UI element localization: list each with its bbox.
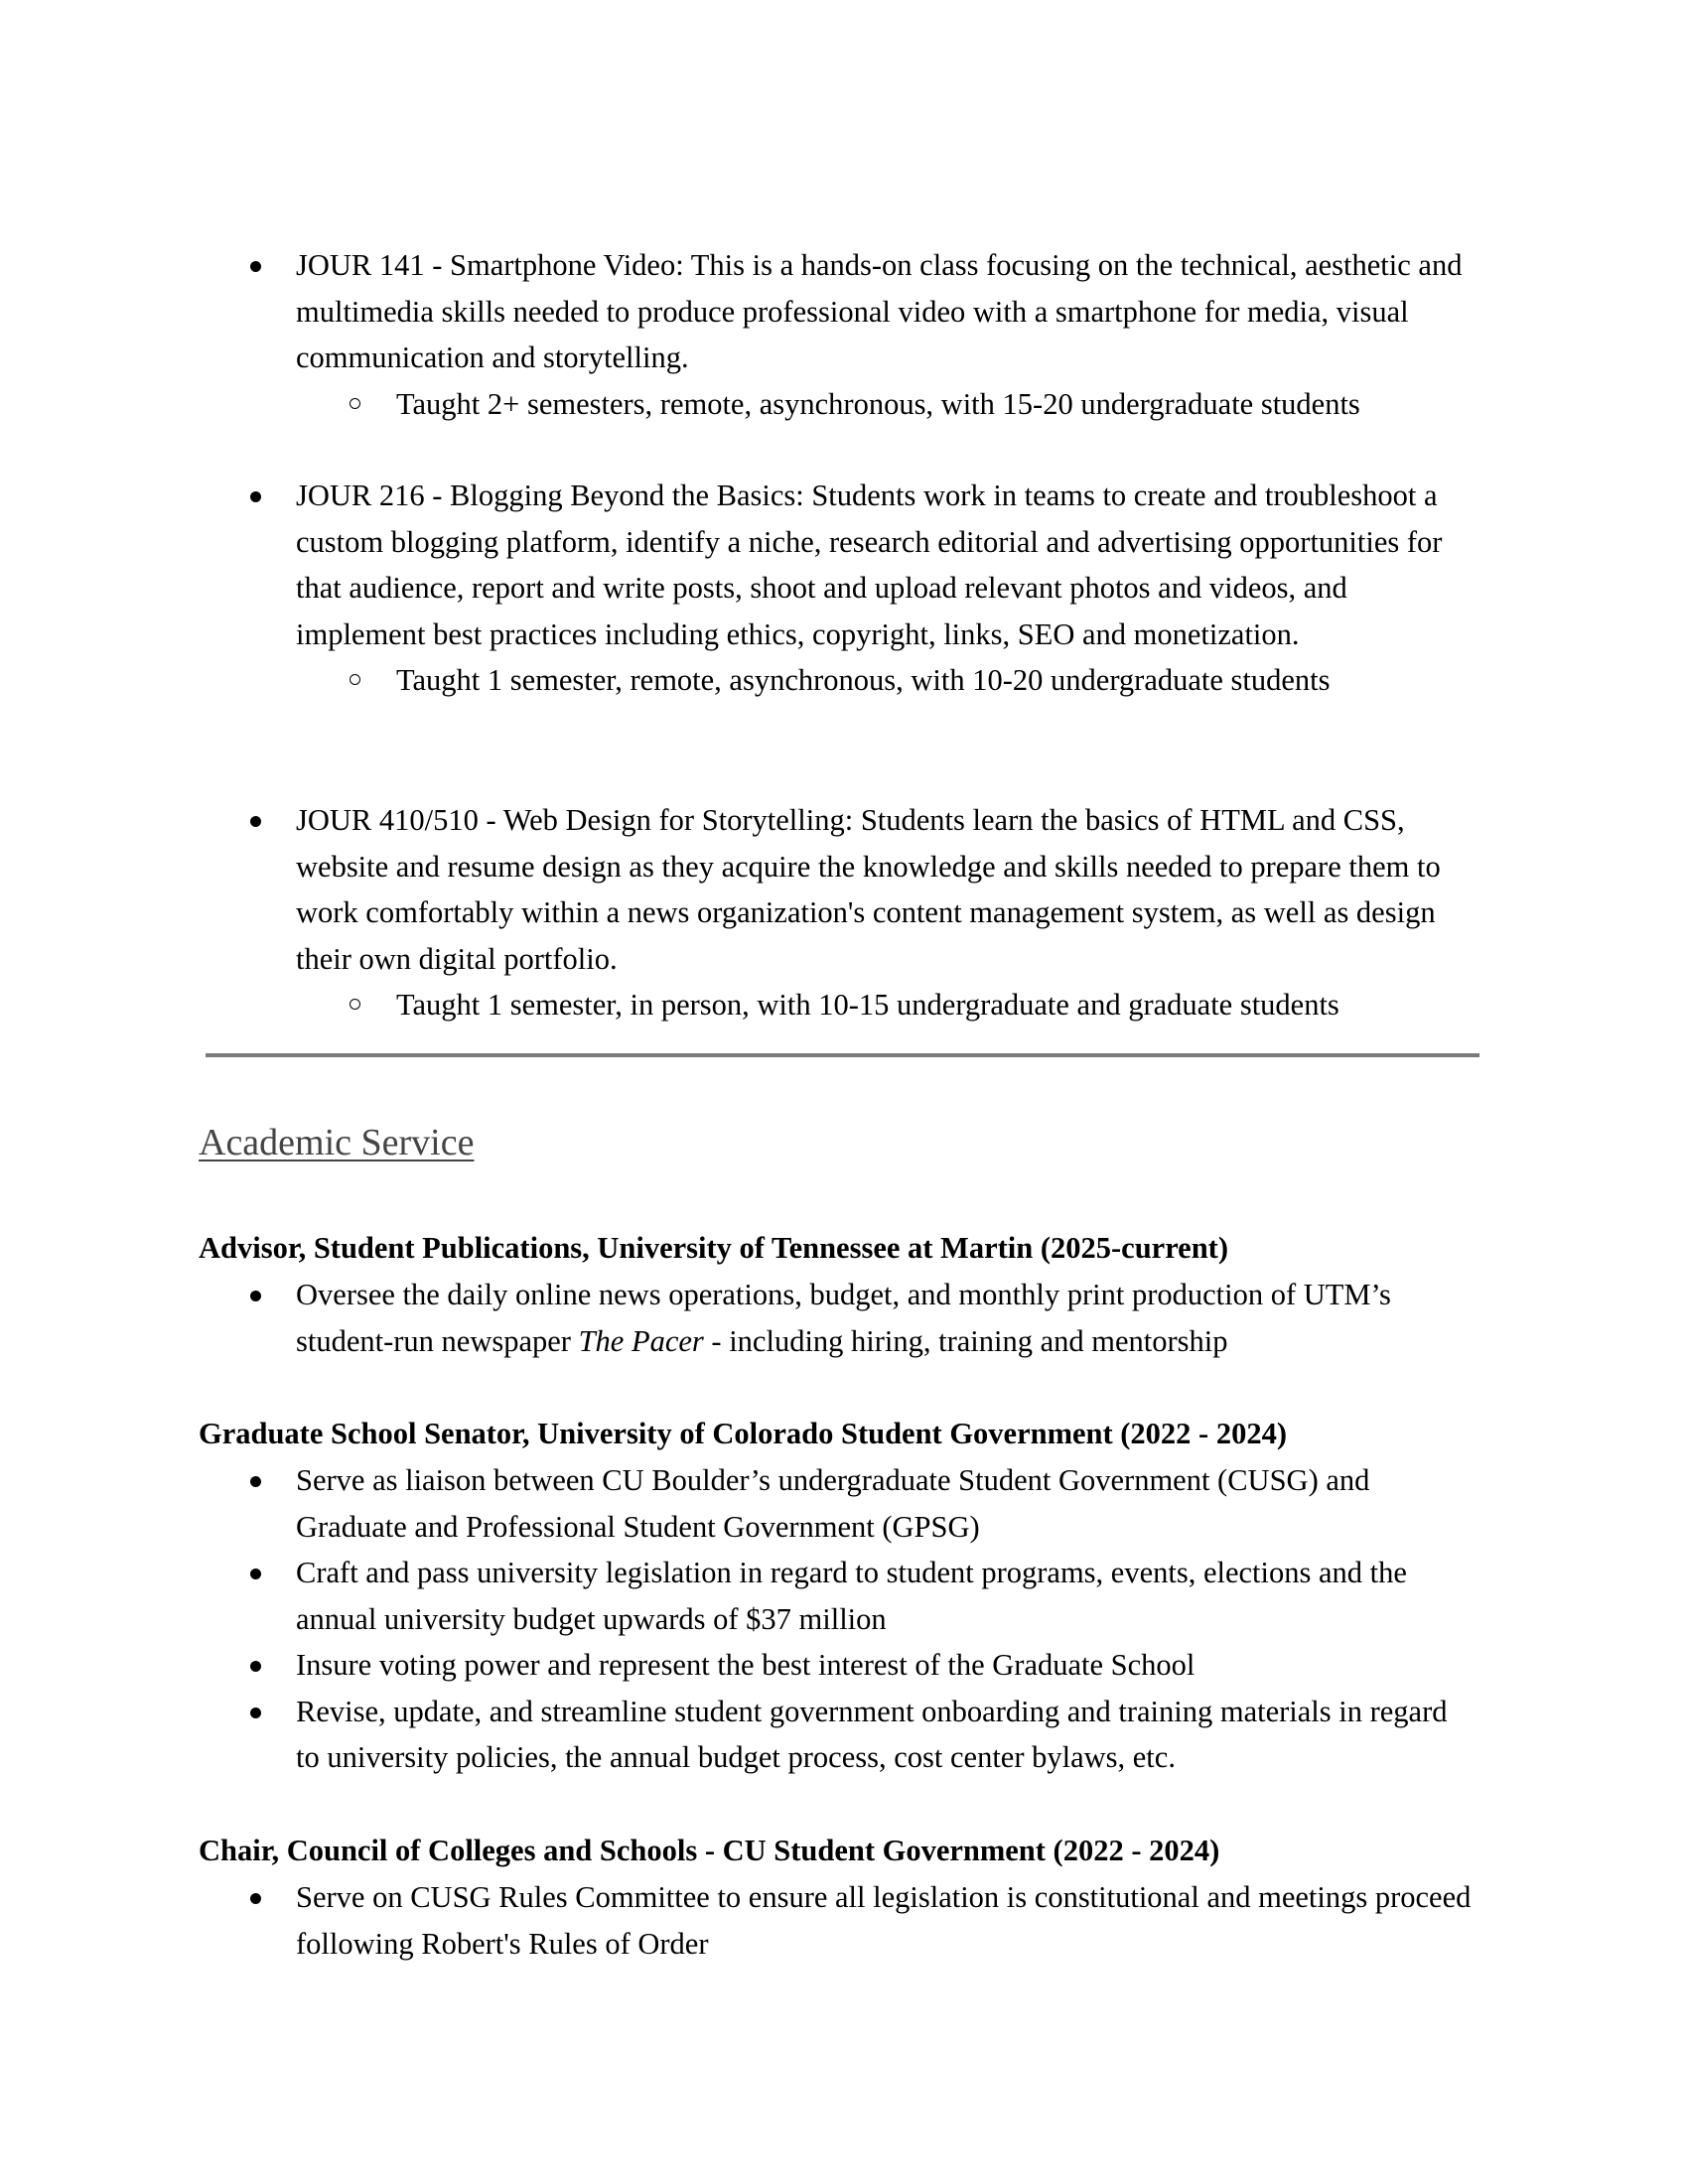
role-duty: Revise, update, and streamline student government onboarding and training materials in regard to university policies, the annual budget process, cost center bylaws, etc. <box>296 1694 1448 1774</box>
role-bullets <box>0 1272 1688 1364</box>
section-divider <box>206 1053 1479 1057</box>
role-title: Advisor, Student Publications, University of Tennessee at Martin (2025-current) <box>199 1231 1228 1265</box>
bullet-dot-icon <box>250 1661 261 1672</box>
role-title: Chair, Council of Colleges and Schools - CU Student Government (2022 - 2024) <box>199 1834 1220 1867</box>
role-duty: Serve as liaison between CU Boulder’s undergraduate Student Government (CUSG) and Graduate and Professional Student Government (GPSG) <box>296 1463 1370 1544</box>
course-teaching-detail: Taught 2+ semesters, remote, asynchronous, with 15-20 undergraduate students <box>396 386 1360 421</box>
course-description: JOUR 141 - Smartphone Video: This is a hands-on class focusing on the technical, aesthetic and multimedia skills needed to produce professional video with a smartphone for media, visual communication and storytelling. <box>296 248 1463 374</box>
role-duty <box>296 1272 1477 1364</box>
course-bullet <box>0 797 1688 982</box>
course-description: JOUR 410/510 - Web Design for Storytelling: Students learn the basics of HTML and CSS, website and resume design as they acquire the knowledge and skills needed to prepare them to work comfortably within a news organization's content management system, as well as design their own digital portfolio. <box>296 803 1441 976</box>
role-duty-text-end: - including hiring, training and mentorship <box>703 1323 1228 1358</box>
bullet-dot-icon <box>250 1476 261 1487</box>
role-bullet <box>0 1642 1688 1689</box>
hollow-bullet-icon <box>350 674 360 685</box>
role-bullets <box>0 1874 1688 1967</box>
role-duty: Insure voting power and represent the best interest of the Graduate School <box>296 1648 1196 1682</box>
role-bullet <box>0 1689 1688 1781</box>
course-bullet <box>0 242 1688 381</box>
course-item <box>0 242 1688 427</box>
hollow-bullet-icon <box>350 398 360 409</box>
role-bullet <box>0 1457 1688 1550</box>
course-description: JOUR 216 - Blogging Beyond the Basics: Students work in teams to create and troubleshoot a custom blogging platform, identify a niche, research editorial and advertising opportunities for that audience, report and write posts, shoot and upload relevant photos and videos, and implement best practices including ethics, copyright, links, SEO and monetization. <box>296 478 1443 651</box>
role-duty: Serve on CUSG Rules Committee to ensure all legislation is constitutional and meetings proceed following Robert's Rules of Order <box>296 1880 1472 1961</box>
course-teaching-detail: Taught 1 semester, in person, with 10-15 undergraduate and graduate students <box>396 988 1339 1022</box>
role-bullet <box>0 1272 1688 1364</box>
course-sub-bullet <box>0 657 1688 704</box>
bullet-dot-icon <box>250 816 261 827</box>
role-bullets <box>0 1457 1688 1781</box>
course-bullet <box>0 473 1688 657</box>
course-sub-bullet <box>0 982 1688 1028</box>
course-teaching-detail: Taught 1 semester, remote, asynchronous, with 10-20 undergraduate students <box>396 663 1331 697</box>
bullet-dot-icon <box>250 261 261 272</box>
course-sub-bullet <box>0 381 1688 428</box>
bullet-dot-icon <box>250 1893 261 1904</box>
bullet-dot-icon <box>250 491 261 502</box>
role-duty: Craft and pass university legislation in regard to student programs, events, elections and the annual university budget upwards of $37 million <box>296 1556 1407 1636</box>
bullet-dot-icon <box>250 1707 261 1718</box>
course-item <box>0 797 1688 1028</box>
hollow-bullet-icon <box>350 999 360 1010</box>
bullet-dot-icon <box>250 1291 261 1301</box>
newspaper-name: The Pacer <box>578 1323 704 1358</box>
section-title: Academic Service <box>199 1122 475 1163</box>
role-bullet <box>0 1874 1688 1967</box>
role-title: Graduate School Senator, University of Colorado Student Government (2022 - 2024) <box>199 1417 1287 1450</box>
role-bullet <box>0 1550 1688 1642</box>
course-item <box>0 473 1688 704</box>
role-duty-text: Oversee the daily online news operations, budget, and monthly print production of UTM’s student-run newspaper <box>296 1278 1391 1358</box>
bullet-dot-icon <box>250 1569 261 1579</box>
